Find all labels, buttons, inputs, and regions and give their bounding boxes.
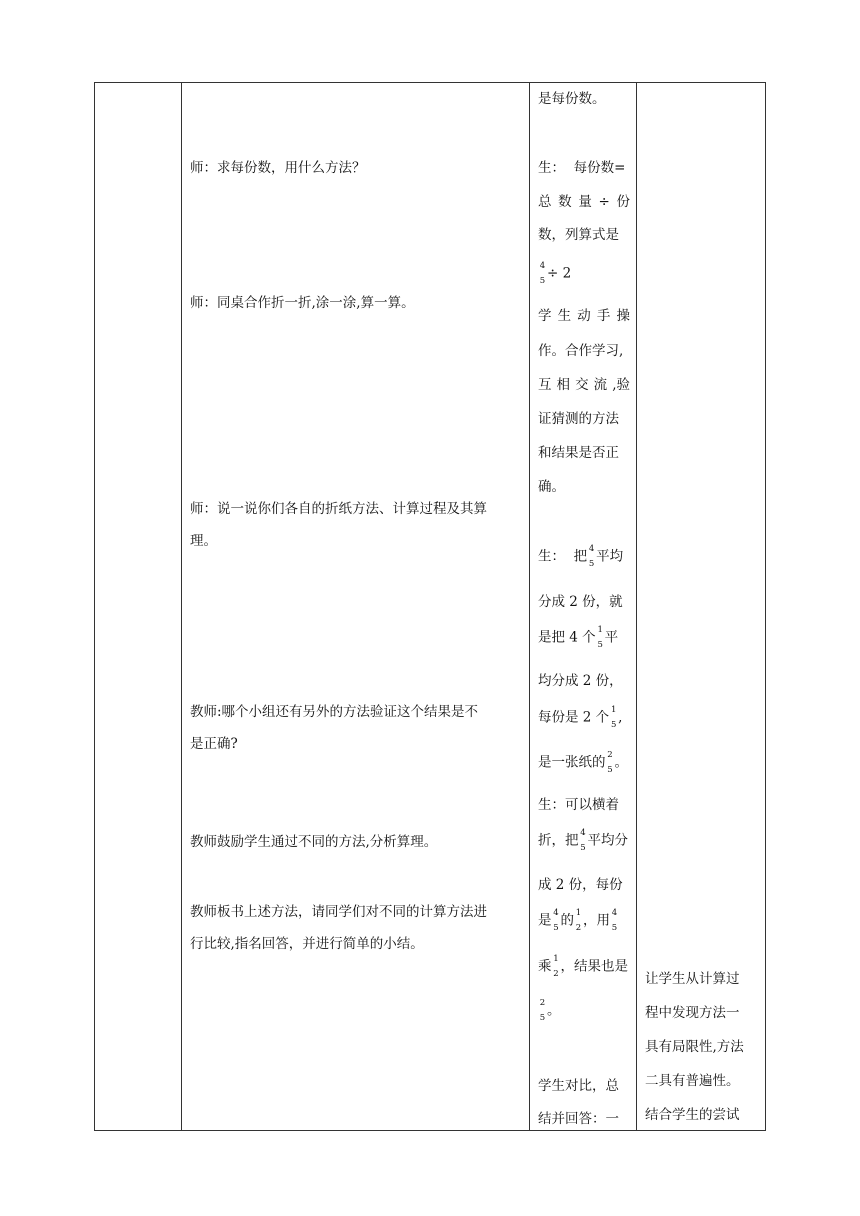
fraction-one-fifth: 1 5 [597,625,603,650]
fraction-four-fifths: 4 5 [588,544,595,569]
student-text: 把 [573,548,588,565]
fraction-two-fifths: 2 5 [607,750,613,775]
student-line: 数，列算式是 [538,227,619,243]
teacher-prompt-explain-cont: 理。 [190,533,217,549]
student-char: ,验 [612,377,630,393]
student-char: 学 [538,308,552,324]
student-text: 折，把 [538,832,579,849]
student-text: 是把 4 个 [538,629,596,646]
student-line: 均分成 2 份， [538,673,623,689]
fraction-four-fifths: 4 5 [611,908,618,933]
table-left-border [94,82,95,1131]
intent-line: 让学生从计算过 [645,971,740,987]
student-text: ÷ 2 [547,265,572,282]
student-speaker: 生： [538,548,565,565]
teacher-encourage: 教师鼓励学生通过不同的方法,分析算理。 [190,834,438,850]
fraction-one-fifth: 1 5 [610,705,617,730]
student-char: 份 [616,194,630,210]
teacher-instruction-fold: 师：同桌合作折一折,涂一涂,算一算。 [190,295,415,311]
student-char: 互 [538,377,552,393]
student-text: 每份是 2 个 [538,709,610,726]
table-bottom-border [94,1130,766,1131]
student-char: 操 [616,308,630,324]
table-top-border [94,82,766,83]
student-char: 交 [575,377,589,393]
student-line-justified [538,375,630,395]
student-line: 学生对比，总 [538,1078,619,1094]
teacher-board-writing: 教师板书上述方法，请同学们对不同的计算方法进 [190,904,487,920]
student-line: 结并回答：一 [538,1111,619,1127]
column-divider-3 [636,82,637,1131]
student-char: 生 [557,308,572,324]
table-right-border [765,82,766,1131]
intent-line: 具有局限性,方法 [645,1039,744,1055]
student-speaker: 生： [538,160,565,176]
student-line: 分成 2 份，就 [538,594,623,610]
student-text: 平均分 [587,832,628,849]
column-divider-1 [181,82,182,1131]
student-char: 手 [596,308,611,324]
fraction-four-fifths: 4 5 [539,261,546,286]
student-char: 流 [593,377,608,393]
teacher-board-writing-cont: 行比较,指名回答，并进行简单的小结。 [190,936,424,952]
student-char: 量 [578,194,592,210]
student-text: 是一张纸的 [538,754,606,771]
student-char: 相 [556,377,571,393]
student-text: 平均 [596,548,624,565]
intent-line: 结合学生的尝试 [645,1107,740,1123]
student-line: 和结果是否正 [538,445,619,461]
student-line [538,954,628,980]
student-line: 作。合作学习, [538,343,624,359]
student-line [538,625,618,651]
student-text: , [618,709,623,726]
student-line: 生：可以横着 [538,797,619,813]
student-line [538,261,571,287]
student-line [538,908,619,934]
student-text: 。 [547,1002,561,1019]
student-line: 证猜测的方法 [538,411,619,427]
student-line-justified [538,306,630,326]
teacher-question-method: 师：求每份数，用什么方法？ [190,160,366,176]
student-line [538,544,623,570]
student-line: 是每份数。 [538,91,606,107]
student-text: 的 [560,912,574,929]
teacher-question-other-method-cont: 是正确? [190,736,238,752]
student-char: ÷ [598,194,610,210]
column-divider-2 [529,82,530,1131]
student-text: 平 [604,629,619,646]
student-line [538,828,628,854]
student-text: 是 [538,912,552,929]
student-line [538,750,628,776]
fraction-four-fifths: 4 5 [553,908,559,933]
student-char: 动 [577,308,591,324]
student-line [538,998,561,1024]
fraction-two-fifths: 2 5 [539,998,546,1023]
student-char: 总 [538,194,552,210]
fraction-one-half: 1 2 [575,908,582,933]
student-line-justified [538,192,630,212]
student-line: 成 2 份，每份 [538,877,623,893]
fraction-four-fifths: 4 5 [580,828,586,853]
student-line: 确。 [538,479,565,495]
student-text: 乘 [538,958,552,975]
student-text: ，结果也是 [560,958,628,975]
student-line [538,158,625,178]
intent-line: 程中发现方法一 [645,1005,740,1021]
student-text: 。 [614,754,628,771]
intent-line: 二具有普遍性。 [645,1073,740,1089]
student-text: 每份数= [573,160,626,176]
student-char: 数 [558,194,572,210]
fraction-one-half: 1 2 [553,954,559,979]
teacher-question-other-method: 教师:哪个小组还有另外的方法验证这个结果是不 [190,704,479,720]
teacher-prompt-explain: 师：说一说你们各自的折纸方法、计算过程及其算 [190,501,487,517]
student-text: ，用 [583,912,610,929]
student-line [538,705,622,731]
